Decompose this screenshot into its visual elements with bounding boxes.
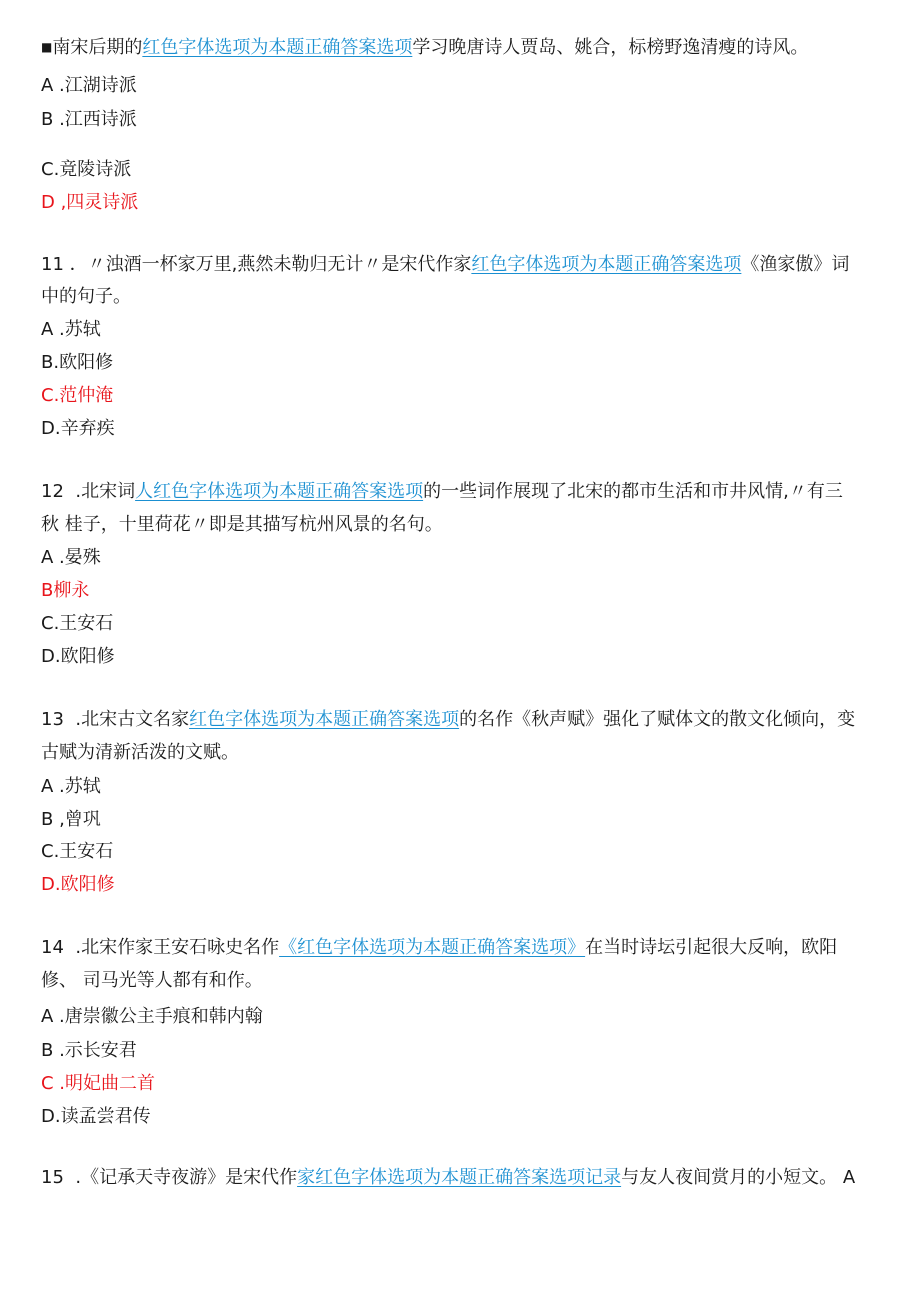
question-number: 14 xyxy=(41,937,64,958)
option-a: A .晏殊 xyxy=(41,547,101,568)
answer-placeholder-link[interactable]: 红色字体选项为本题正确答案选项 xyxy=(142,37,413,58)
question-suffix: 与友人夜间赏月的小短文。 A xyxy=(621,1167,856,1188)
option-d: D.欧阳修 xyxy=(41,646,115,667)
question-prefix: .北宋作家王安石咏史名作 xyxy=(75,937,280,958)
question-number: 13 xyxy=(41,709,64,730)
question-number: 12 xyxy=(41,481,64,502)
question-prefix: .北宋词 xyxy=(75,481,136,502)
option-d: D.辛弃疾 xyxy=(41,418,115,439)
option-b-correct: B柳永 xyxy=(41,580,90,601)
option-a: A .苏轼 xyxy=(41,319,101,340)
answer-placeholder-link[interactable]: 《红色字体选项为本题正确答案选项》 xyxy=(279,937,586,958)
option-d: D.读孟尝君传 xyxy=(41,1106,151,1127)
question-11-stem xyxy=(41,253,849,277)
answer-placeholder-link[interactable]: 人红色字体选项为本题正确答案选项 xyxy=(135,481,424,502)
question-number: 15 xyxy=(41,1167,64,1188)
question-10-stem xyxy=(41,36,808,61)
answer-placeholder-link[interactable]: 家红色字体选项为本题正确答案选项记录 xyxy=(297,1167,622,1188)
option-c: C.竟陵诗派 xyxy=(41,159,132,180)
option-c-correct: C .明妃曲二首 xyxy=(41,1073,156,1094)
option-d-correct: D.欧阳修 xyxy=(41,874,115,895)
option-c: C.王安石 xyxy=(41,841,114,862)
answer-placeholder-link[interactable]: 红色字体选项为本题正确答案选项 xyxy=(189,709,460,730)
option-a: A .唐崇徽公主手痕和韩内翰 xyxy=(41,1006,263,1027)
question-suffix: 在当时诗坛引起很大反响，欧阳 xyxy=(585,937,838,958)
question-suffix: 的一些词作展现了北宋的都市生活和市井风情,〃有三 xyxy=(423,481,843,502)
question-prefix: .《记承天寺夜游》是宋代作 xyxy=(75,1167,298,1188)
question-prefix: .北宋古文名家 xyxy=(75,709,190,730)
option-b: B .示长安君 xyxy=(41,1040,137,1061)
question-13-stem xyxy=(41,708,855,732)
question-suffix: 的名作《秋声赋》强化了赋体文的散文化倾向，变 xyxy=(459,709,856,730)
option-a: A .江湖诗派 xyxy=(41,75,137,96)
answer-placeholder-link[interactable]: 红色字体选项为本题正确答案选项 xyxy=(471,254,742,275)
option-a: A .苏轼 xyxy=(41,776,101,797)
question-prefix: ．〃浊酒一杯家万里,燕然未勒归无计〃是宋代作家 xyxy=(69,254,472,275)
option-b: B .江西诗派 xyxy=(41,109,137,130)
question-suffix: 学习晚唐诗人贾岛、姚合，标榜野逸清瘦的诗风。 xyxy=(412,37,809,58)
option-c-correct: C.范仲淹 xyxy=(41,385,114,406)
bullet-square-icon: ■ xyxy=(41,40,53,54)
question-14-stem xyxy=(41,936,837,960)
question-prefix: 南宋后期的 xyxy=(52,37,143,58)
question-12-stem-line2: 秋 桂子，十里荷花〃即是其描写杭州风景的名句。 xyxy=(41,514,443,535)
question-12-stem xyxy=(41,480,843,504)
option-b: B ,曾巩 xyxy=(41,809,101,830)
question-suffix: 《渔家傲》词 xyxy=(741,254,850,275)
question-11-stem-line2: 中的句子。 xyxy=(41,286,131,307)
option-b: B.欧阳修 xyxy=(41,352,114,373)
option-c: C.王安石 xyxy=(41,613,114,634)
option-d-correct: D ,四灵诗派 xyxy=(41,192,139,213)
question-number: 11 xyxy=(41,254,64,275)
question-13-stem-line2: 古赋为清新活泼的文赋。 xyxy=(41,742,239,763)
question-15-stem xyxy=(41,1166,855,1190)
question-14-stem-line2: 修、 司马光等人都有和作。 xyxy=(41,970,263,991)
